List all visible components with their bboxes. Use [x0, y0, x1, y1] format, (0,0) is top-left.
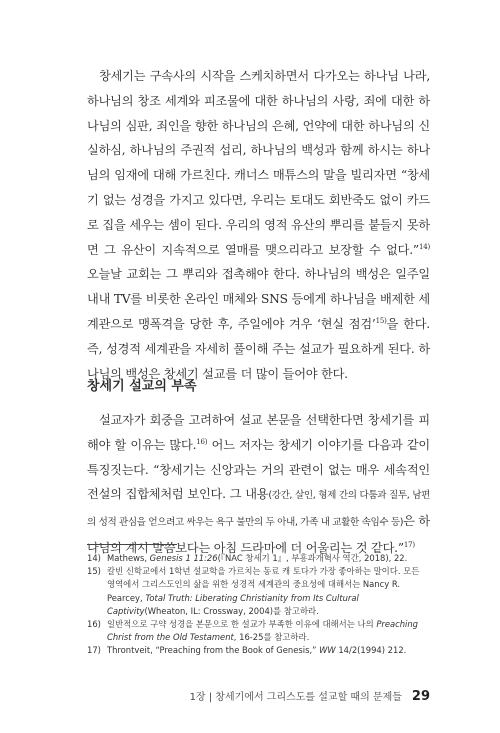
- footnote-text-part: (Wheaton, IL: Crossway, 2004)를 참고하라.: [144, 605, 319, 616]
- footnote-italic-title: WW: [319, 645, 336, 656]
- chapter-title: 1장 | 창세기에서 그리스도를 설교할 때의 문제들: [189, 692, 402, 703]
- footnote-ref-14: 14): [418, 242, 430, 251]
- body-paragraph-lack-of-preaching: [87, 408, 430, 561]
- footnote-text-part: Mathews,: [107, 553, 150, 563]
- footnote-number: 15): [87, 566, 101, 577]
- footnote-italic-title: Genesis 1 11:26: [149, 553, 218, 563]
- page-number: 29: [411, 689, 430, 704]
- paragraph-text: 설교자가 회중을 고려하여 설교 본문을 선택한다면 창세기를 피해야 할 이유는 많다.: [87, 413, 430, 452]
- footnote-ref-17: 17): [403, 540, 415, 549]
- footnote-divider: [87, 544, 177, 545]
- footnote-italic-title: Preaching Christ from the Old Testament: [107, 619, 418, 643]
- footnotes-list: [87, 552, 430, 658]
- footnote-item: [87, 552, 430, 565]
- footnote-text-part: 14/2(1994) 212.: [335, 645, 407, 656]
- footnote-text: [107, 618, 430, 644]
- footnote-text: [107, 565, 430, 618]
- paragraph-text-small: (강간, 살인, 형제 간의 다툼과 질투, 남편의 성적 관심을 얻으려고 싸우는 욕구 불만의 두 아내, 가족 내 교활한 속임수 등): [87, 490, 430, 529]
- footnote-text: [107, 552, 430, 565]
- paragraph-text: 은 하나님의 계시 말씀보다는 아침 드라마에 더 어울리는 것 같다.”: [87, 514, 430, 555]
- paragraph-text: 오늘날 교회는 그 뿌리와 접촉해야 한다. 하나님의 백성은 일주일 내내 TV를 비롯한 온라인 매체와 SNS 등에게 하나님을 배제한 세계관으로 맹폭격을 당한 후, 주일에야 겨우 ‘현실 점검’: [87, 267, 430, 331]
- footnote-number: 16): [87, 619, 101, 630]
- footnote-item: [87, 618, 430, 644]
- running-footer: [190, 688, 430, 704]
- paragraph-text: 창세기는 구속사의 시작을 스케치하면서 다가오는 하나님 나라, 하나님의 창조 세계와 피조물에 대한 하나님의 사랑, 죄에 대한 하나님의 심판, 죄인을 향한 하나님의 은혜, 언약에 대한 하나님의 신실하심, 하나님의 주권적 섭리, 하나님의 백성과 함께 하시는 하나님의 임재에 대해 가르친다. 캐너스 매튜스의 말을 빌리자면 “창세기 없는 성경을 가지고 있다면, 우리는 토대도 회반죽도 없이 카드로 집을 세우는 셈이 된다. 우리의 영적 유산의 뿌리를 붙들지 못하면 그 유산이 지속적으로 열매를 맺으리라고 보장할 수 없다.”: [87, 69, 430, 257]
- footnote-text-part: , 16-25를 참고하라.: [233, 632, 310, 643]
- footnote-text-part: Throntveit, “Preaching from the Book of Genesis,”: [107, 645, 320, 656]
- footnote-text-part: (『NAC 창세기 1』, 부흥과개혁사 역간, 2018), 22.: [217, 553, 408, 563]
- footnote-text: [107, 644, 430, 657]
- footnote-ref-15: 15): [375, 316, 387, 325]
- body-paragraph-genesis-importance: [87, 64, 430, 386]
- footnote-ref-16: 16): [196, 437, 208, 446]
- footnote-text-part: 칼빈 신학교에서 1학년 설교학을 가르치는 동료 캐 토다가 가장 좋아하는 말이다. 모든 영역에서 그리스도인의 삶을 위한 성경적 세계관의 중요성에 대해서는 Nancy R. Pearcey,: [107, 566, 420, 603]
- section-heading: 창세기 설교의 부족: [87, 379, 197, 394]
- paragraph-text: 어느 저자는 창세기 이야기를 다음과 같이 특징짓는다. “창세기는 신앙과는 거의 관련이 없는 매우 세속적인 전설의 집합체처럼 보인다. 그 내용: [87, 437, 431, 502]
- footnote-number: 17): [87, 645, 101, 656]
- footnote-item: [87, 644, 430, 657]
- footnote-italic-title: Total Truth: Liberating Christianity from Its Cultural Captivity: [107, 592, 359, 616]
- footnote-text-part: 일반적으로 구약 성경을 본문으로 한 설교가 부족한 이유에 대해서는 나의: [107, 619, 377, 630]
- footnote-item: [87, 565, 430, 618]
- paragraph-text: 을 한다. 즉, 성경적 세계관을 자세히 풀이해 주는 설교가 필요하게 된다. 하나님의 백성은 창세기 설교를 더 많이 들어야 한다.: [87, 316, 430, 381]
- footnote-number: 14): [87, 553, 101, 563]
